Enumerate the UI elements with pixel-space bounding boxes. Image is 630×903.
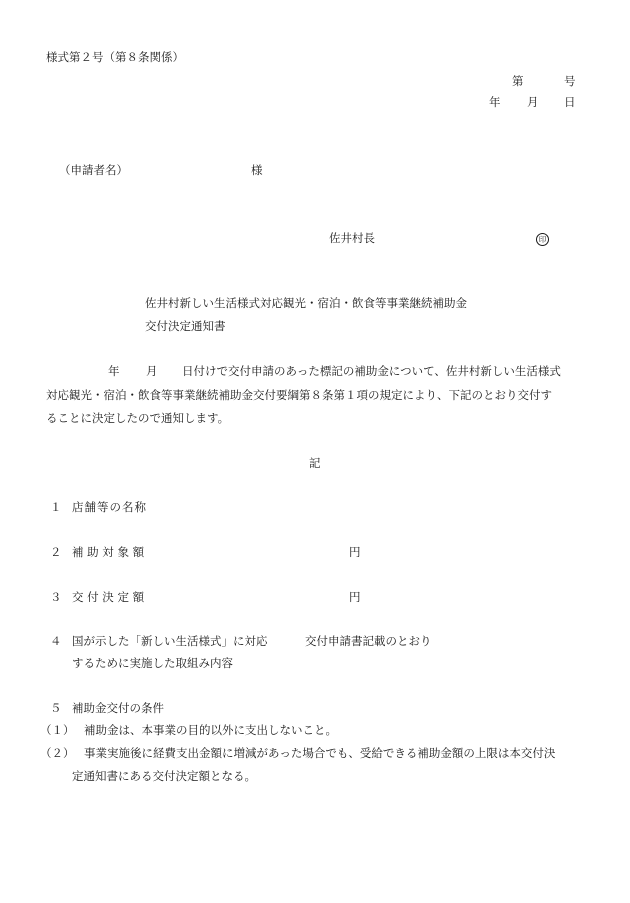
item-label-measures-line2: するために実施した取組み内容 xyxy=(72,656,233,670)
item-number: ２ xyxy=(50,545,62,559)
item-label-conditions: 補助金交付の条件 xyxy=(72,701,164,715)
item-value-yen: 円 xyxy=(349,545,361,559)
body-line2: 対応観光・宿泊・飲食等事業継続補助金交付要綱第８条第１項の規定により、下記のとおり交付す xyxy=(46,388,552,402)
item-value-as-application: 交付申請書記載のとおり xyxy=(305,634,432,648)
addressee-label: （申請者名） xyxy=(59,163,128,177)
item-label-grant-amount: 交 付 決 定 額 xyxy=(72,590,145,604)
form-label: 様式第２号（第８条関係） xyxy=(46,50,184,64)
item-label-subsidy-target: 補 助 対 象 額 xyxy=(72,545,145,559)
item-label-measures: 国が示した「新しい生活様式」に対応 xyxy=(72,634,268,648)
item-number: ４ xyxy=(50,634,62,648)
document-title-line2: 交付決定通知書 xyxy=(145,319,226,333)
seal-mark: 印 xyxy=(536,233,549,246)
body-line3: ることに決定したので通知します。 xyxy=(46,411,230,425)
doc-number-go: 号 xyxy=(564,74,576,88)
date-month: 月 xyxy=(527,95,539,109)
condition-text: 補助金は、本事業の目的以外に支出しないこと。 xyxy=(84,723,337,737)
item-number: ５ xyxy=(50,701,62,715)
body-line1: 日付けで交付申請のあった標記の補助金について、佐井村新しい生活様式 xyxy=(182,364,561,378)
issuer-name: 佐井村長 xyxy=(329,231,375,245)
document-title-line1: 佐井村新しい生活様式対応観光・宿泊・飲食等事業継続補助金 xyxy=(145,296,467,310)
condition-number: （２） xyxy=(40,746,75,760)
doc-number-dai: 第 xyxy=(512,74,524,88)
ki-heading: 記 xyxy=(309,456,321,470)
item-number: １ xyxy=(50,500,62,514)
date-day: 日 xyxy=(564,95,576,109)
item-value-yen: 円 xyxy=(349,590,361,604)
condition-number: （１） xyxy=(40,723,75,737)
body-date-year: 年 xyxy=(108,364,120,378)
date-year: 年 xyxy=(489,95,501,109)
addressee-honorific: 様 xyxy=(251,163,263,177)
seal-icon xyxy=(536,232,549,246)
item-number: ３ xyxy=(50,590,62,604)
condition-text: 事業実施後に経費支出金額に増減があった場合でも、受給できる補助金額の上限は本交付決 xyxy=(84,746,556,760)
body-date-month: 月 xyxy=(146,364,158,378)
item-label-store-name: 店舗等の名称 xyxy=(72,500,147,514)
condition-text-line2: 定通知書にある交付決定額となる。 xyxy=(72,769,256,783)
